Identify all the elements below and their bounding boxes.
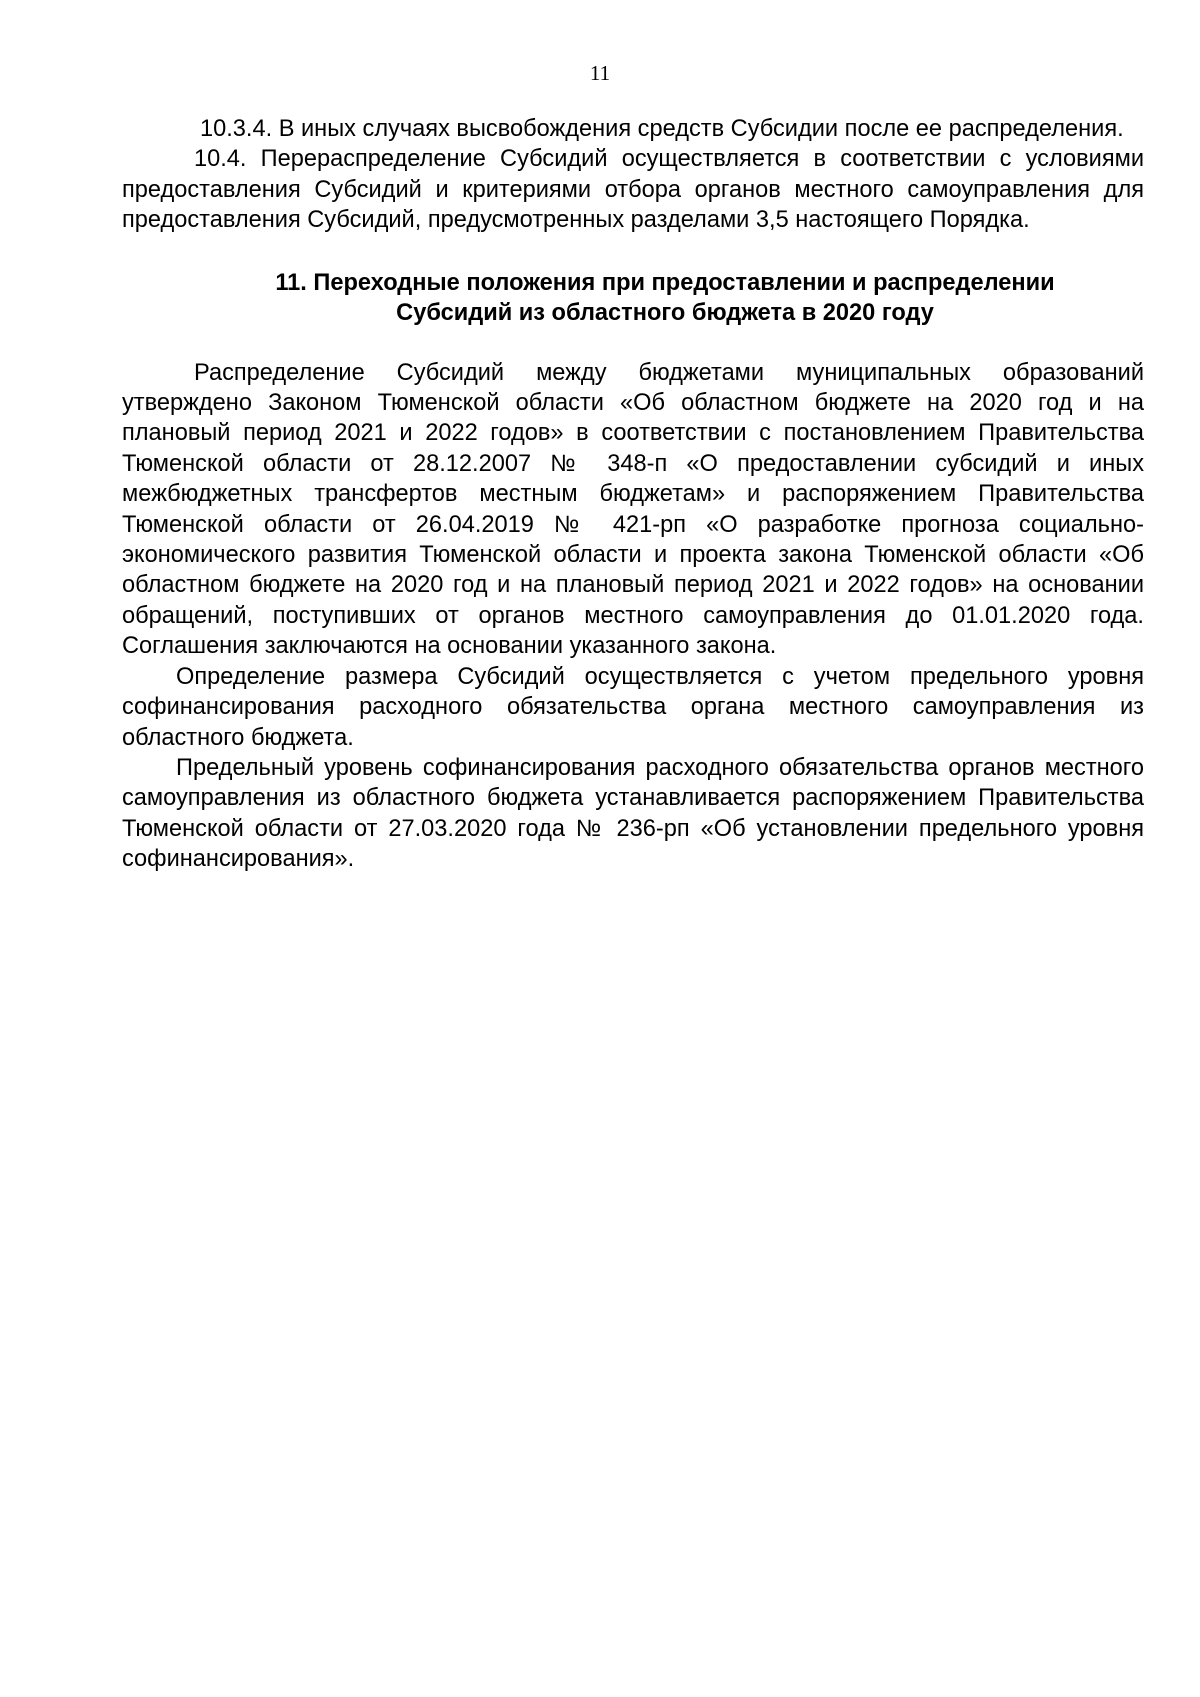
paragraph-cofinancing-level: Предельный уровень софинансирования расходного обязательства органов местного самоуправления из областного бюджета устанавливается распоряжением Правительства Тюменской области от 27.03.2020 года № 236-рп «Об установлении предельного уровня софинансирования». (122, 754, 1144, 873)
document-body (122, 114, 1144, 875)
section-heading-line-1: 11. Переходные положения при предоставлении и распределении (275, 269, 1055, 296)
paragraph-distribution: Распределение Субсидий между бюджетами муниципальных образований утверждено Законом Тюменской области «Об областном бюджете на 2020 год и на плановый период 2021 и 2022 годов» в соответствии с постановлением Правительства Тюменской области от 28.12.2007 № 348-п «О предоставлении субсидий и иных межбюджетных трансфертов местным бюджетам» и распоряжением Правительства Тюменской области от 26.04.2019 № 421-рп «О разработке прогноза социально-экономического развития Тюменской области и проекта закона Тюменской области «Об областном бюджете на 2020 год и на плановый период 2021 и 2022 годов» на основании обращений, поступивших от органов местного самоуправления до 01.01.2020 года. Соглашения заключаются на основании указанного закона. (122, 359, 1144, 660)
clause-10-3-4: 10.3.4. В иных случаях высвобождения средств Субсидии после ее распределения. (200, 116, 1124, 142)
clause-10-4: 10.4. Перераспределение Субсидий осуществляется в соответствии с условиями предоставления Субсидий и критериями отбора органов местного самоуправления для предоставления Субсидий, предусмотренных разделами 3,5 настоящего Порядка. (122, 146, 1144, 234)
paragraph-size-determination: Определение размера Субсидий осуществляется с учетом предельного уровня софинансирования расходного обязательства органа местного самоуправления из областного бюджета. (122, 663, 1144, 751)
section-heading (122, 268, 1144, 328)
page-number: 11 (589, 61, 611, 85)
section-heading-line-2: Субсидий из областного бюджета в 2020 году (396, 299, 934, 326)
